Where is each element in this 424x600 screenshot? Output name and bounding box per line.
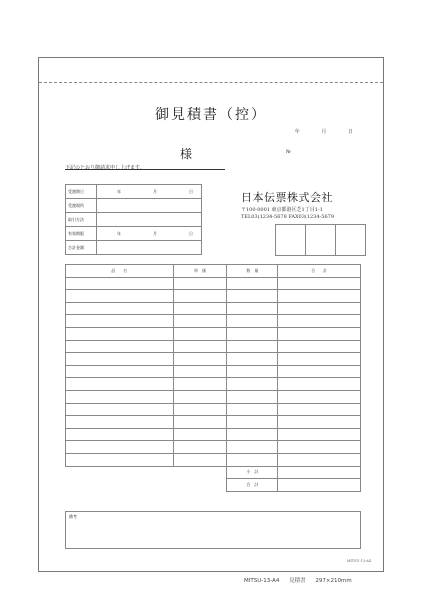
table-cell[interactable]	[278, 441, 361, 454]
table-cell[interactable]	[173, 403, 227, 416]
table-cell[interactable]	[227, 327, 278, 340]
table-cell[interactable]	[173, 428, 227, 441]
table-cell[interactable]	[66, 365, 174, 378]
table-row	[66, 416, 361, 429]
date-field	[275, 128, 353, 135]
header-unit-price: 単 価	[173, 265, 227, 278]
info-date-day: 日	[189, 188, 193, 194]
table-cell[interactable]	[66, 315, 174, 328]
table-cell[interactable]	[173, 340, 227, 353]
table-cell[interactable]	[173, 365, 227, 378]
table-cell[interactable]	[173, 390, 227, 403]
info-date-year: 年	[117, 230, 121, 236]
footer-size: 297×210mm	[315, 578, 352, 584]
table-cell[interactable]	[173, 302, 227, 315]
total-cell[interactable]	[278, 479, 361, 492]
table-row	[66, 390, 361, 403]
table-cell[interactable]	[227, 315, 278, 328]
table-cell[interactable]	[227, 416, 278, 429]
table-cell[interactable]	[66, 353, 174, 366]
estimate-sheet	[38, 57, 384, 572]
table-row	[66, 340, 361, 353]
table-cell[interactable]	[66, 327, 174, 340]
date-day-label: 日	[347, 129, 353, 135]
table-cell[interactable]	[278, 315, 361, 328]
table-cell[interactable]	[173, 353, 227, 366]
footer-caption	[244, 576, 360, 584]
header-quantity: 数 量	[227, 265, 278, 278]
info-date-month: 月	[153, 188, 157, 194]
intro-text: 下記のとおり御請求申し上げます。	[65, 165, 145, 171]
table-cell[interactable]	[173, 327, 227, 340]
table-cell[interactable]	[227, 403, 278, 416]
info-label: 取引方法	[66, 213, 97, 227]
table-row	[66, 302, 361, 315]
table-cell[interactable]	[227, 340, 278, 353]
footer-name: 見積書	[289, 578, 306, 584]
table-cell[interactable]	[66, 453, 174, 466]
table-row	[66, 277, 361, 290]
table-cell[interactable]	[66, 428, 174, 441]
info-value[interactable]	[97, 213, 202, 227]
table-cell[interactable]	[278, 403, 361, 416]
info-date-month: 月	[153, 230, 157, 236]
header-item-name: 品 名	[66, 265, 174, 278]
table-row	[66, 353, 361, 366]
table-row	[66, 315, 361, 328]
perforation-line	[39, 82, 383, 83]
table-cell[interactable]	[173, 277, 227, 290]
header-amount: 合 計	[278, 265, 361, 278]
table-cell[interactable]	[278, 302, 361, 315]
info-label: 受渡場所	[66, 199, 97, 213]
table-cell[interactable]	[66, 390, 174, 403]
table-cell[interactable]	[66, 340, 174, 353]
table-row	[66, 290, 361, 303]
table-cell[interactable]	[278, 340, 361, 353]
info-value[interactable]	[97, 227, 202, 241]
table-cell[interactable]	[278, 365, 361, 378]
stamp-box[interactable]	[336, 225, 366, 256]
date-month-label: 月	[321, 129, 327, 135]
table-cell[interactable]	[227, 365, 278, 378]
company-phone: TEL03(1234-5678 FAX03(1234-5679	[241, 214, 335, 220]
stamp-box[interactable]	[276, 225, 306, 256]
company-block	[241, 189, 334, 220]
table-cell[interactable]	[278, 390, 361, 403]
table-cell[interactable]	[173, 453, 227, 466]
table-cell[interactable]	[227, 378, 278, 391]
info-date-year: 年	[117, 188, 121, 194]
table-cell[interactable]	[227, 277, 278, 290]
stamp-box[interactable]	[306, 225, 336, 256]
table-cell[interactable]	[66, 277, 174, 290]
table-cell[interactable]	[278, 428, 361, 441]
table-cell[interactable]	[227, 290, 278, 303]
company-name: 日本伝票株式会社	[241, 191, 333, 204]
table-row	[66, 365, 361, 378]
table-cell[interactable]	[66, 290, 174, 303]
table-cell[interactable]	[66, 416, 174, 429]
terms-table	[65, 184, 202, 255]
items-table	[65, 264, 361, 492]
info-value[interactable]	[97, 185, 202, 199]
table-cell[interactable]	[278, 353, 361, 366]
table-cell[interactable]	[278, 277, 361, 290]
company-address: 〒100-0001 東京都港区芝1丁目1-1	[241, 207, 323, 213]
subtotal-label: 小 計	[227, 466, 278, 479]
table-cell[interactable]	[227, 441, 278, 454]
page-title: 御見積書（控）	[155, 107, 267, 123]
table-cell[interactable]	[173, 441, 227, 454]
table-row	[66, 441, 361, 454]
number-label: №	[286, 149, 291, 155]
table-cell[interactable]	[227, 353, 278, 366]
table-cell[interactable]	[66, 378, 174, 391]
table-cell[interactable]	[173, 290, 227, 303]
footer-code: MITSU-13-A4	[244, 578, 280, 584]
table-cell[interactable]	[66, 302, 174, 315]
table-cell[interactable]	[227, 428, 278, 441]
table-row	[66, 327, 361, 340]
info-label: 受渡期日	[66, 185, 97, 199]
info-value[interactable]	[97, 199, 202, 213]
date-year-label: 年	[294, 129, 300, 135]
table-cell[interactable]	[173, 416, 227, 429]
table-cell[interactable]	[66, 441, 174, 454]
info-date-day: 日	[189, 230, 193, 236]
table-row	[66, 403, 361, 416]
form-code: MITSU-13-A4	[346, 559, 371, 563]
stamp-boxes	[275, 224, 366, 256]
table-cell[interactable]	[173, 378, 227, 391]
info-label: 合計金額	[66, 241, 97, 255]
remarks-box[interactable]	[65, 511, 361, 549]
customer-suffix: 様	[180, 147, 193, 161]
table-row	[66, 428, 361, 441]
table-cell[interactable]	[278, 416, 361, 429]
table-row	[66, 378, 361, 391]
table-cell[interactable]	[278, 290, 361, 303]
table-cell[interactable]	[227, 390, 278, 403]
total-label: 合 計	[227, 479, 278, 492]
info-value[interactable]	[97, 241, 202, 255]
table-row	[66, 453, 361, 466]
table-cell[interactable]	[173, 315, 227, 328]
table-cell[interactable]	[278, 378, 361, 391]
table-cell[interactable]	[278, 453, 361, 466]
table-cell[interactable]	[227, 453, 278, 466]
table-cell[interactable]	[278, 327, 361, 340]
table-cell[interactable]	[227, 302, 278, 315]
subtotal-cell[interactable]	[278, 466, 361, 479]
remarks-label: 備考	[69, 514, 77, 519]
table-cell[interactable]	[66, 403, 174, 416]
info-label: 有効期限	[66, 227, 97, 241]
